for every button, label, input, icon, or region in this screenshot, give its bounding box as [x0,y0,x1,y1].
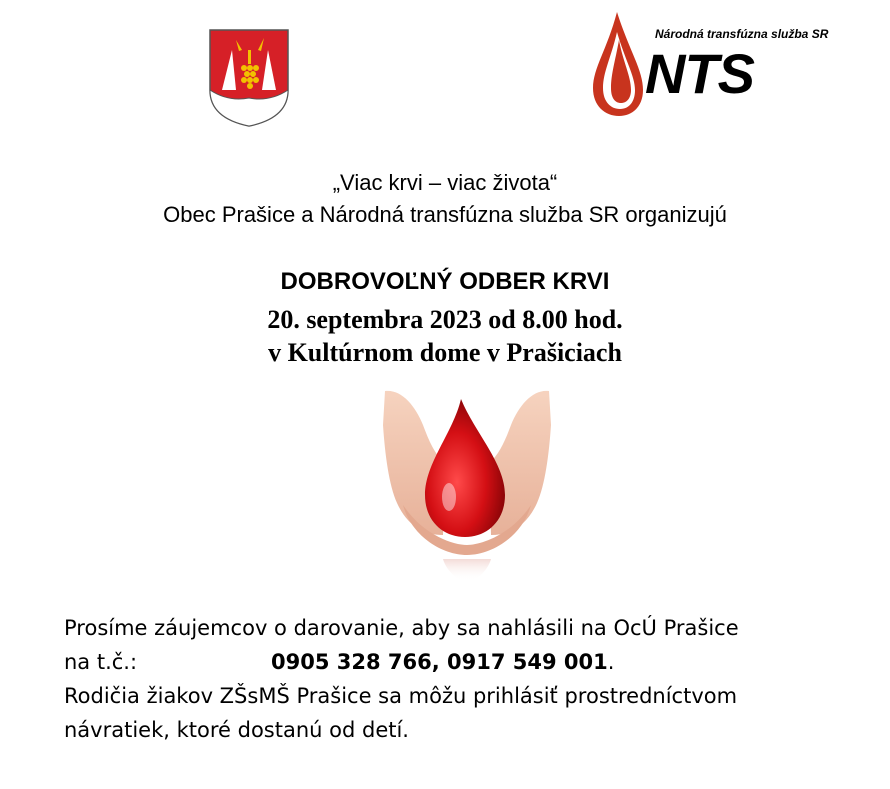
contact-block [64,611,864,747]
phone-label: na t.č.: [64,650,138,674]
nts-logo-text: NTS [645,42,754,105]
phone-numbers: 0905 328 766, 0917 549 001 [271,650,608,674]
event-date: 20. septembra 2023 od 8.00 hod. [267,305,623,334]
event-place: v Kultúrnom dome v Prašiciach [268,338,622,367]
phone-line [64,645,864,679]
blood-drop-hands-image [383,385,551,597]
slogan: „Viac krvi – viac života“ [332,170,558,195]
coat-of-arms-logo [208,28,290,128]
contact-line-3: Rodičia žiakov ZŠsMŠ Prašice sa môžu prihlásiť prostredníctvom [64,684,738,708]
nts-organization-name: Národná transfúzna služba SR [655,27,829,41]
phone-suffix: . [607,650,615,674]
event-headline: DOBROVOĽNÝ ODBER KRVI [280,268,610,295]
contact-line-4: návratiek, ktoré dostanú od detí. [64,718,409,742]
contact-line-1: Prosíme záujemcov o darovanie, aby sa nahlásili na OcÚ Prašice [64,616,739,640]
organizers-line: Obec Prašice a Národná transfúzna služba SR organizujú [163,202,727,227]
